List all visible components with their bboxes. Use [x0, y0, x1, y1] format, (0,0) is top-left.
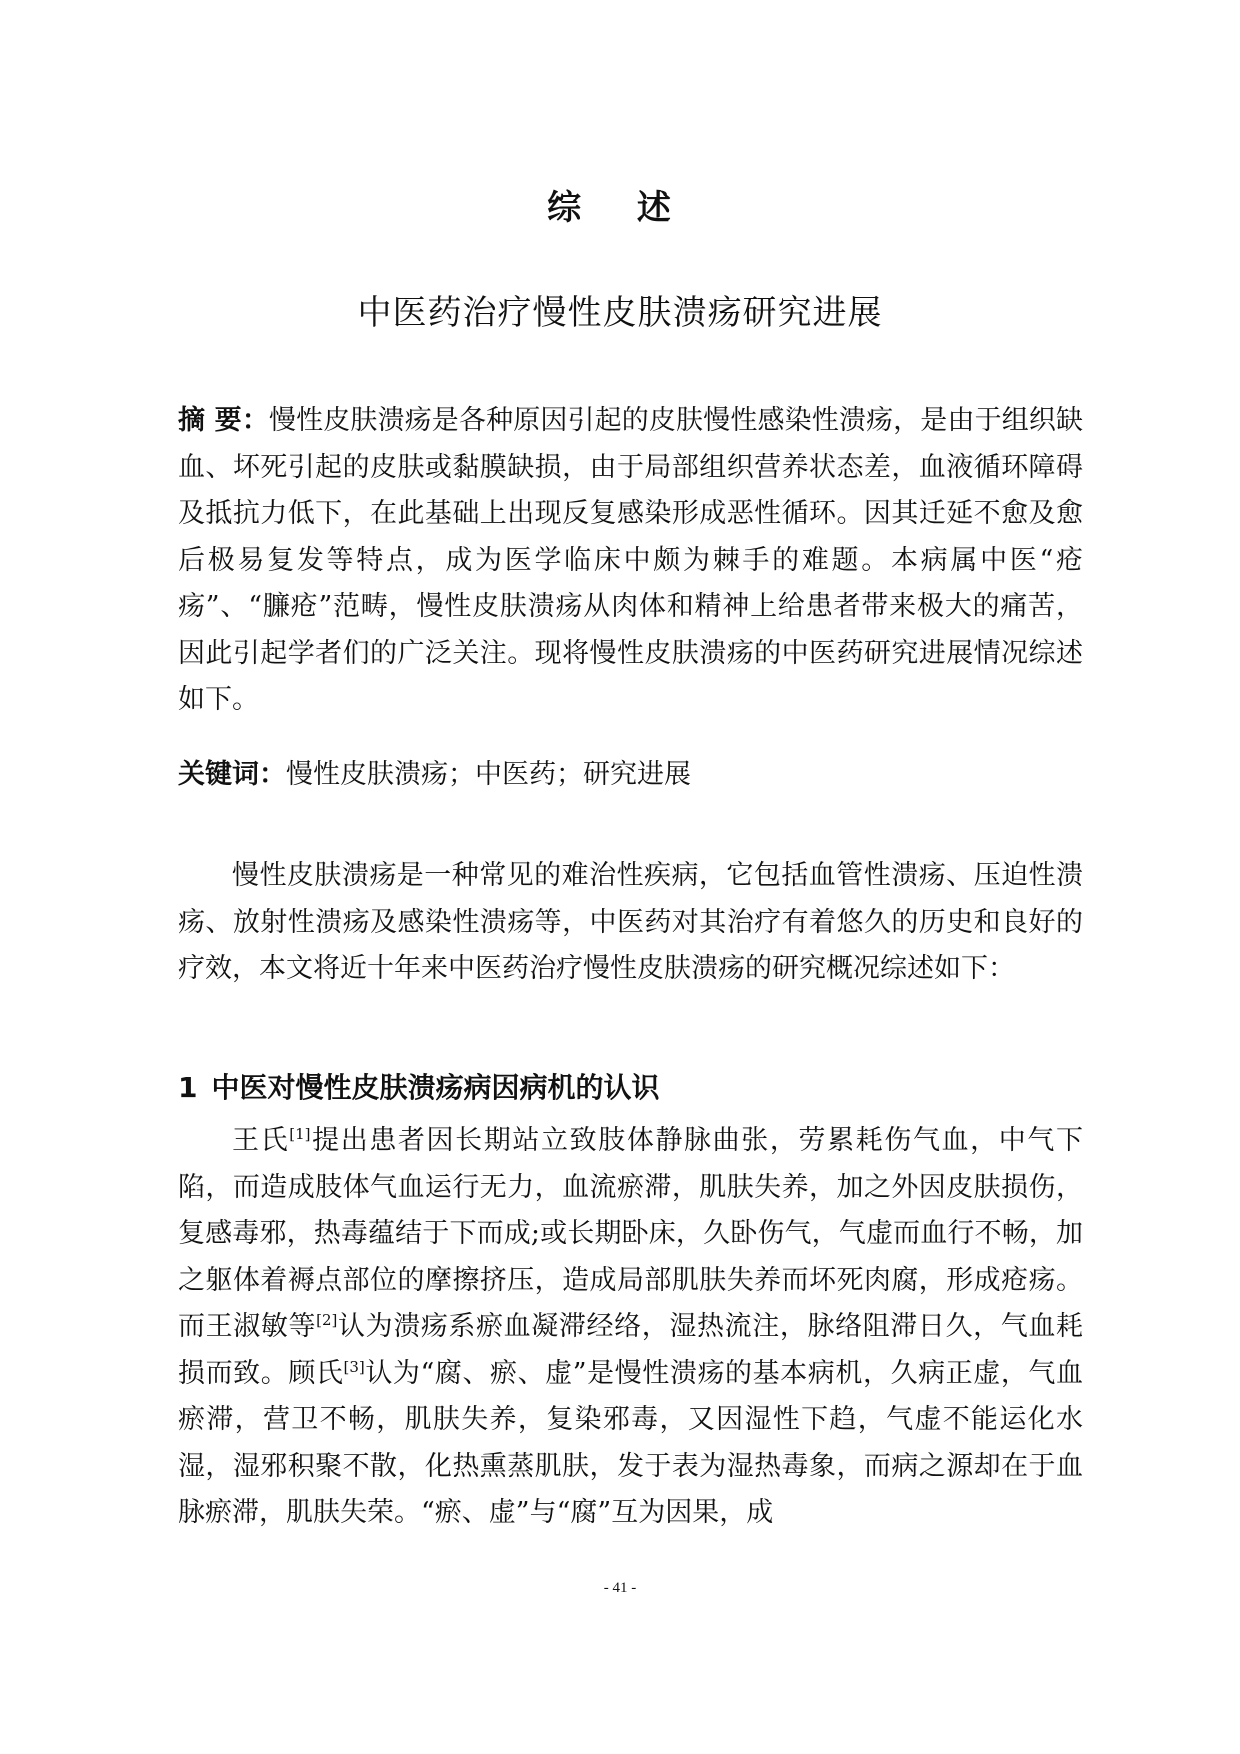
section-1-paragraph — [178, 1118, 1083, 1537]
intro-paragraph: 慢性皮肤溃疡是一种常见的难治性疾病，它包括血管性溃疡、压迫性溃疡、放射性溃疡及感染性溃疡等，中医药对其治疗有着悠久的历史和良好的疗效，本文将近十年来中医药治疗慢性皮肤溃疡的研究概况综述如下： — [178, 860, 1083, 984]
paragraph-text-segment: 王氏 — [232, 1125, 290, 1156]
section-1-heading — [178, 1066, 660, 1106]
citation-ref-3: [3] — [343, 1357, 365, 1376]
section-1-number: 1 — [178, 1071, 198, 1104]
keywords-label: 关键词： — [178, 759, 286, 790]
paragraph-text-segment: 认为溃疡系瘀血凝滞经络，湿热流注，脉络阻滞日久，气血耗损而致。顾氏 — [178, 1311, 1084, 1389]
page-number: - 41 - — [603, 1580, 637, 1596]
abstract-paragraph — [178, 398, 1083, 724]
keywords-line — [178, 752, 1083, 799]
citation-ref-1: [1] — [289, 1125, 311, 1143]
section-heading: 综 述 — [547, 188, 693, 228]
abstract-label: 摘 要： — [178, 405, 269, 436]
citation-ref-2: [2] — [316, 1311, 338, 1329]
paragraph-text-segment: 认为“腐、瘀、虚”是慢性溃疡的基本病机，久病正虚，气血瘀滞，营卫不畅，肌肤失养，复染邪毒，又因湿性下趋，气虚不能运化水湿，湿邪积聚不散，化热熏蒸肌肤，发于表为湿热毒象，而病之源却在于血脉瘀滞，肌肤失荣。“瘀、虚”与“腐”互为因果，成 — [178, 1357, 1084, 1528]
abstract-text: 慢性皮肤溃疡是各种原因引起的皮肤慢性感染性溃疡，是由于组织缺血、坏死引起的皮肤或黏膜缺损，由于局部组织营养状态差，血液循环障碍及抵抗力低下，在此基础上出现反复感染形成恶性循环。因其迁延不愈及愈后极易复发等特点，成为医学临床中颇为棘手的难题。本病属中医“疮疡”、“臁疮”范畴，慢性皮肤溃疡从肉体和精神上给患者带来极大的痛苦，因此引起学者们的广泛关注。现将慢性皮肤溃疡的中医药研究进展情况综述如下。 — [178, 405, 1084, 715]
paper-title: 中医药治疗慢性皮肤溃疡研究进展 — [357, 293, 883, 333]
keywords-text: 慢性皮肤溃疡；中医药；研究进展 — [286, 759, 691, 790]
paragraph-text-segment: 提出患者因长期站立致肢体静脉曲张，劳累耗伤气血，中气下陷，而造成肢体气血运行无力，血流瘀滞，肌肤失养，加之外因皮肤损伤，复感毒邪，热毒蕴结于下而成;或长期卧床，久卧伤气，气虚而血行不畅，加之躯体着褥点部位的摩擦挤压，造成局部肌肤失养而坏死肉腐，形成疮疡。而王淑敏等 — [178, 1125, 1084, 1342]
section-1-title: 中医对慢性皮肤溃疡病因病机的认识 — [211, 1071, 660, 1104]
